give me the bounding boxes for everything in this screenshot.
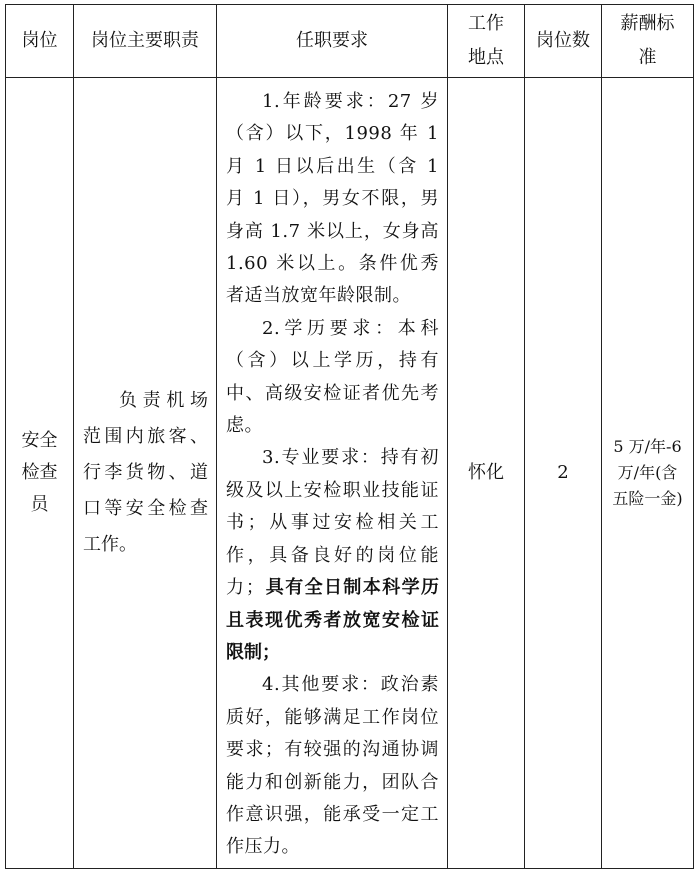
position-cell xyxy=(6,78,74,869)
header-row xyxy=(6,5,694,78)
header-position xyxy=(6,5,74,78)
location-value: 怀化 xyxy=(468,461,504,483)
header-position-label: 岗位 xyxy=(21,30,58,51)
header-location-label: 工作地点 xyxy=(468,13,504,68)
requirement-other: 4.其他要求：政治素质好，能够满足工作岗位要求；有较强的沟通协调能力和创新能力，团队合作意识强，能承受一定工作压力。 xyxy=(226,674,439,858)
table-row xyxy=(6,78,694,869)
count-value: 2 xyxy=(557,461,569,483)
location-cell xyxy=(448,78,525,869)
requirements-cell xyxy=(217,78,448,869)
job-posting-table xyxy=(5,4,694,869)
header-salary xyxy=(602,5,694,78)
requirement-professional-bold: 具有全日制本科学历且表现优秀者放宽安检证限制； xyxy=(226,577,440,663)
requirement-professional-text: 3.专业要求：持有初级及以上安检职业技能证书；从事过安检相关工作，具备良好的岗位能力； xyxy=(226,447,439,599)
header-salary-label: 薪酬标准 xyxy=(620,13,675,68)
header-duties xyxy=(74,5,217,78)
header-requirements-label: 任职要求 xyxy=(296,30,368,51)
header-location xyxy=(448,5,525,78)
duties-cell xyxy=(74,78,217,869)
requirement-age: 1.年龄要求：27 岁（含）以下，1998 年 1 月 1 日以后出生（含 1 月 1 日），男女不限，男身高 1.7 米以上，女身高 1.60 米以上。条件优秀者适当放宽年龄限制。 xyxy=(226,91,439,307)
count-cell xyxy=(525,78,602,869)
header-count-label: 岗位数 xyxy=(536,30,590,51)
requirement-professional xyxy=(226,442,439,669)
header-requirements xyxy=(217,5,448,78)
duties-text: 负责机场范围内旅客、行李货物、道口等安全检查工作。 xyxy=(83,389,208,555)
salary-cell xyxy=(602,78,694,869)
header-count xyxy=(525,5,602,78)
requirement-education: 2.学历要求：本科（含）以上学历，持有中、高级安检证者优先考虑。 xyxy=(226,317,439,437)
salary-value: 5 万/年-6 万/年(含五险一金) xyxy=(612,436,683,508)
position-name: 安全检查员 xyxy=(21,429,58,515)
header-duties-label: 岗位主要职责 xyxy=(91,30,199,51)
